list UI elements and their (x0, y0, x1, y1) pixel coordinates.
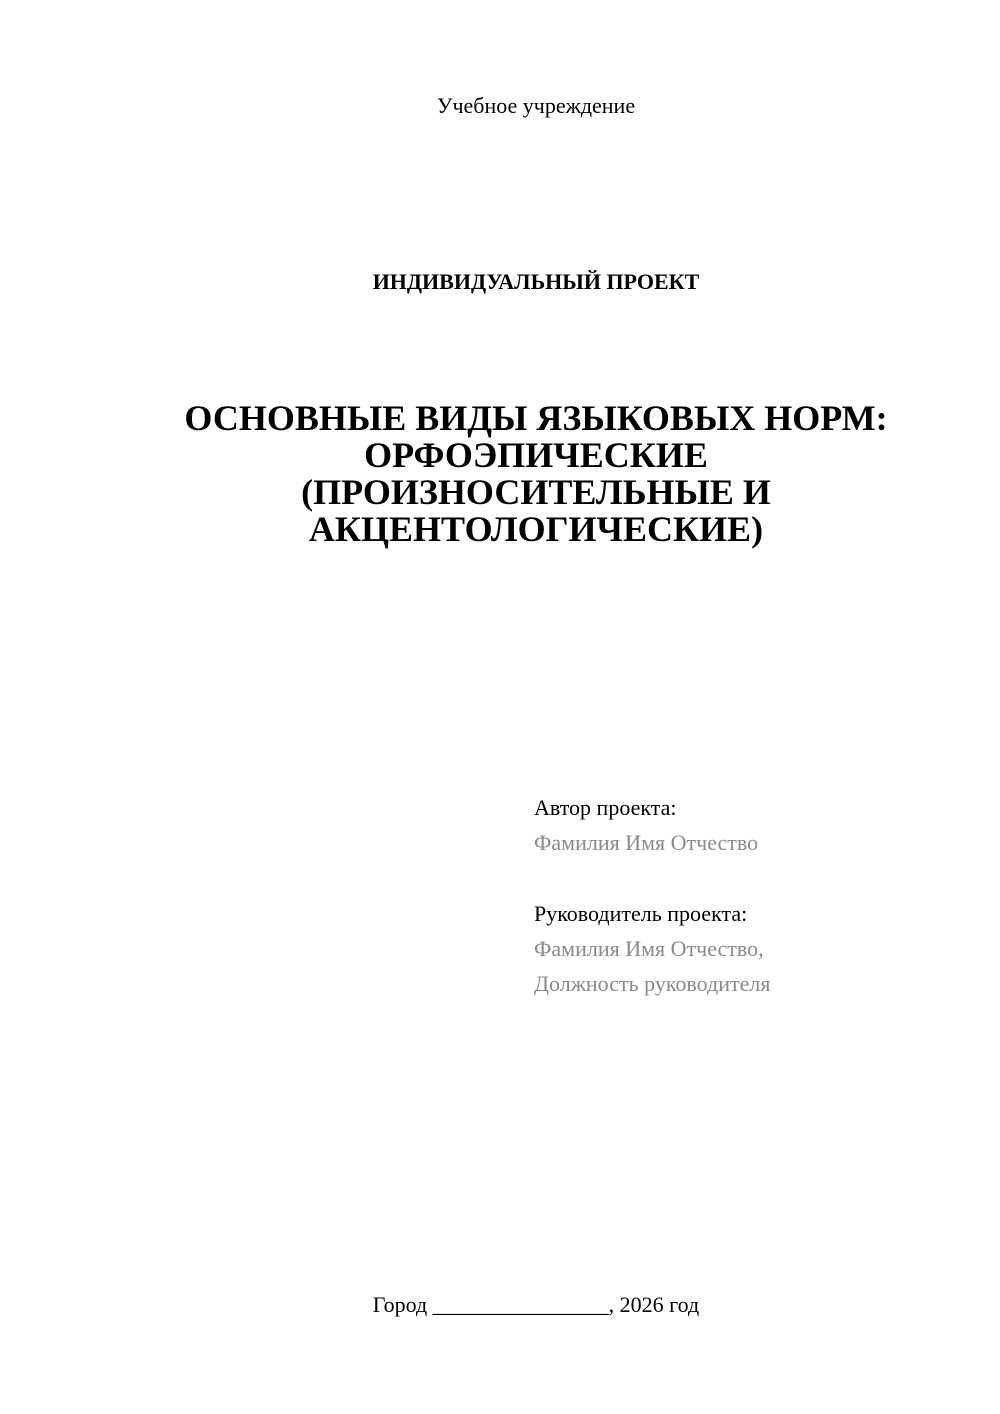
supervisor-name: Фамилия Имя Отчество, (534, 936, 764, 961)
city-year-line (0, 1291, 1000, 1319)
author-name: Фамилия Имя Отчество (534, 830, 759, 855)
signature-spacer (534, 860, 974, 896)
supervisor-position: Должность руководителя (534, 971, 771, 996)
city-label: Город (372, 1292, 428, 1317)
project-title (130, 400, 942, 548)
author-label: Автор проекта: (534, 795, 677, 820)
year: , 2026 год (608, 1292, 700, 1317)
document-type: ИНДИВИДУАЛЬНЫЙ ПРОЕКТ (372, 269, 700, 294)
project-title-line: ОРФОЭПИЧЕСКИЕ (364, 435, 708, 475)
city-blank: ________________ (432, 1292, 609, 1317)
institution-name: Учебное учреждение (436, 93, 636, 118)
project-title-line: (ПРОИЗНОСИТЕЛЬНЫЕ И (301, 472, 771, 512)
project-title-line: АКЦЕНТОЛОГИЧЕСКИЕ) (308, 509, 764, 549)
signature-block (534, 790, 974, 1001)
project-title-line: ОСНОВНЫЕ ВИДЫ ЯЗЫКОВЫХ НОРМ: (184, 398, 888, 438)
supervisor-label: Руководитель проекта: (534, 901, 748, 926)
